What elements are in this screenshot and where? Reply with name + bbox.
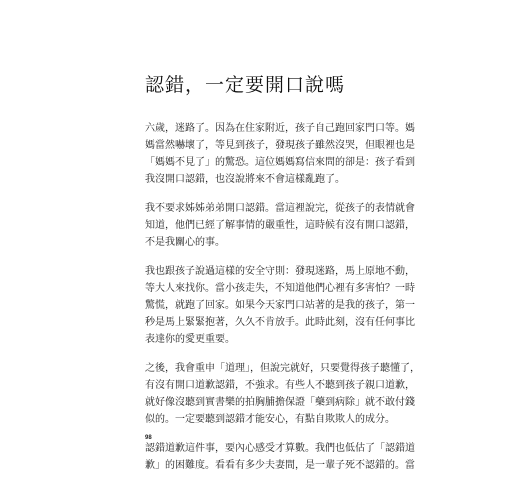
text-line: 認錯道歉這件事，要內心感受才算數。我們也低估了「認錯道 xyxy=(145,443,415,454)
text-line: 媽當然嚇壞了，等見到孩子，發現孩子雖然沒哭，但眼裡也是 xyxy=(145,140,415,151)
text-line: 知道，他們已經了解事情的嚴重性，這時候有沒有開口認錯， xyxy=(145,220,415,231)
text-line: 驚慌，就跑了回家。如果今天家門口站著的是我的孩子，第一 xyxy=(145,300,415,311)
chapter-title: 認錯，一定要開口說嗎 xyxy=(145,74,346,96)
paragraph-5 xyxy=(145,440,415,474)
text-line: 之後，我會重申「道理」，但說完就好，只要覺得孩子聽懂了， xyxy=(145,363,420,374)
text-line: 表達你的愛更重要。 xyxy=(145,334,235,345)
text-line: 我沒開口認錯，也沒說將來不會這樣亂跑了。 xyxy=(145,174,345,185)
body-text xyxy=(145,120,420,486)
paragraph-3 xyxy=(145,263,415,348)
text-line: 秒是馬上緊緊抱著，久久不肯放手。此時此刻，沒有任何事比 xyxy=(145,317,415,328)
paragraph-1 xyxy=(145,120,415,188)
text-line: 不是我關心的事。 xyxy=(145,237,225,248)
page-number: 98 xyxy=(145,435,152,441)
paragraph-2 xyxy=(145,200,415,251)
text-line: 就好像沒聽到實書樂的拍胸脯擔保證「藥到病除」就不敢付錢 xyxy=(145,397,415,408)
text-line: 等大人來找你。當小孩走失，不知道他們心裡有多害怕？一時 xyxy=(145,283,415,294)
text-line: 歉」的困難度。看看有多少夫妻間，是一輩子死不認錯的。當 xyxy=(145,460,415,471)
text-line: 我不要求姊姊弟弟開口認錯。當這裡說完，從孩子的表情就會 xyxy=(145,203,415,214)
text-line: 「媽媽不見了」的驚恐。這位媽媽寫信來問的卻是：孩子看到 xyxy=(145,157,415,168)
text-line: 我也跟孩子說過這樣的安全守則：發現迷路，馬上原地不動， xyxy=(145,266,415,277)
text-line: 有沒有開口道歉認錯，不強求。有些人不聽到孩子親口道歉， xyxy=(145,380,415,391)
text-line: 似的。一定要聽到認錯才能安心，有點自欺欺人的成分。 xyxy=(145,414,395,425)
paragraph-4 xyxy=(145,360,420,428)
text-line: 六歲，迷路了。因為在住家附近，孩子自己跑回家門口等。媽 xyxy=(145,123,415,134)
